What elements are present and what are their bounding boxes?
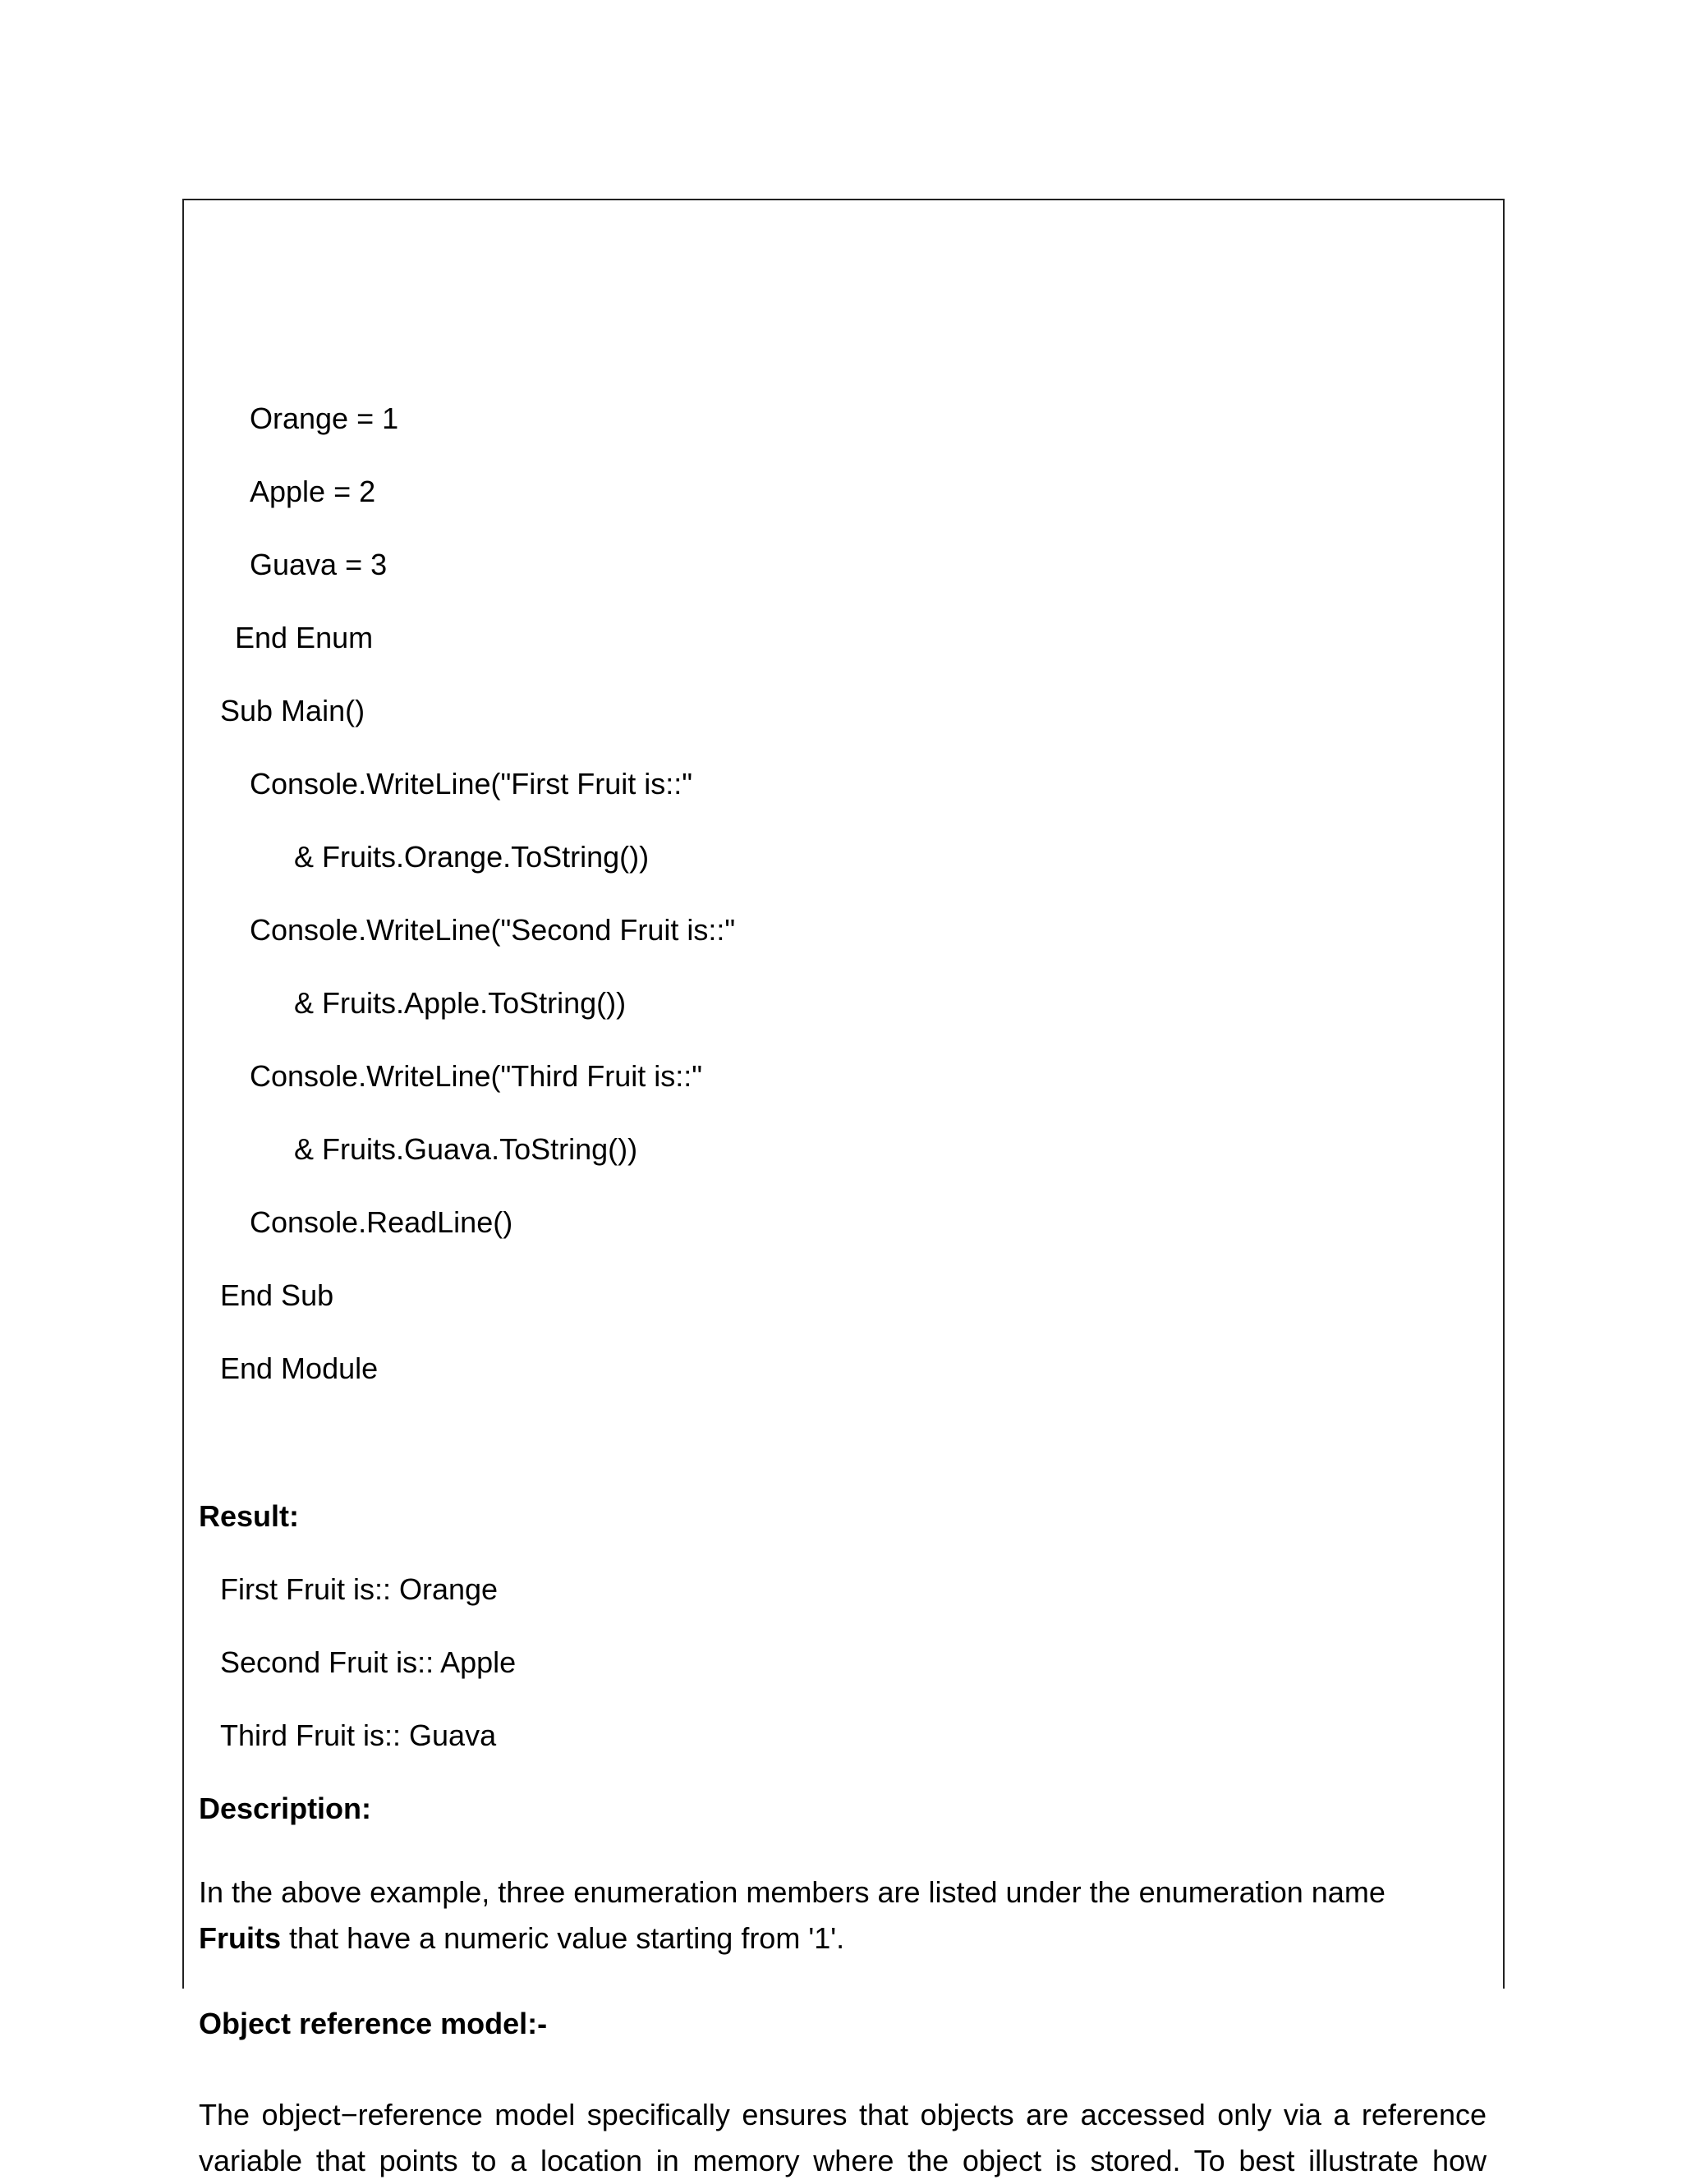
code-line: Sub Main() xyxy=(220,694,365,727)
enum-name-fruits: Fruits xyxy=(199,1921,282,1955)
code-line: Console.WriteLine("Second Fruit is::" xyxy=(250,913,736,947)
description-text-line2 xyxy=(199,1920,844,1957)
document-frame xyxy=(182,199,1505,2177)
description-text-line1: In the above example, three enumeration members are listed under the enumeration name xyxy=(199,1875,1386,1909)
code-line: & Fruits.Orange.ToString()) xyxy=(294,840,650,874)
code-line: & Fruits.Apple.ToString()) xyxy=(294,986,627,1020)
code-line: Console.ReadLine() xyxy=(250,1205,513,1239)
code-line: Apple = 2 xyxy=(250,475,376,508)
result-line: First Fruit is:: Orange xyxy=(220,1572,499,1606)
code-line: End Sub xyxy=(220,1278,334,1312)
code-line: Orange = 1 xyxy=(250,401,399,435)
result-line: Second Fruit is:: Apple xyxy=(220,1645,517,1679)
code-line: Console.WriteLine("Third Fruit is::" xyxy=(250,1059,703,1093)
code-line: Console.WriteLine("First Fruit is::" xyxy=(250,767,693,801)
code-line: & Fruits.Guava.ToString()) xyxy=(294,1132,638,1166)
code-line: Guava = 3 xyxy=(250,548,388,581)
result-heading: Result: xyxy=(199,1499,300,1533)
object-reference-text-line2: variable that points to a location in memory where the object is stored. To best illustrate how xyxy=(199,2144,1487,2177)
description-heading: Description: xyxy=(199,1792,372,1825)
result-line: Third Fruit is:: Guava xyxy=(220,1718,497,1752)
description-text-rest: that have a numeric value starting from '1'. xyxy=(281,1921,845,1955)
code-line: End Enum xyxy=(235,621,374,654)
code-line: End Module xyxy=(220,1351,379,1385)
object-reference-heading: Object reference model:- xyxy=(199,2007,548,2040)
object-reference-text-line1: The object−reference model specifically ensures that objects are accessed only via a reference xyxy=(199,2098,1487,2131)
